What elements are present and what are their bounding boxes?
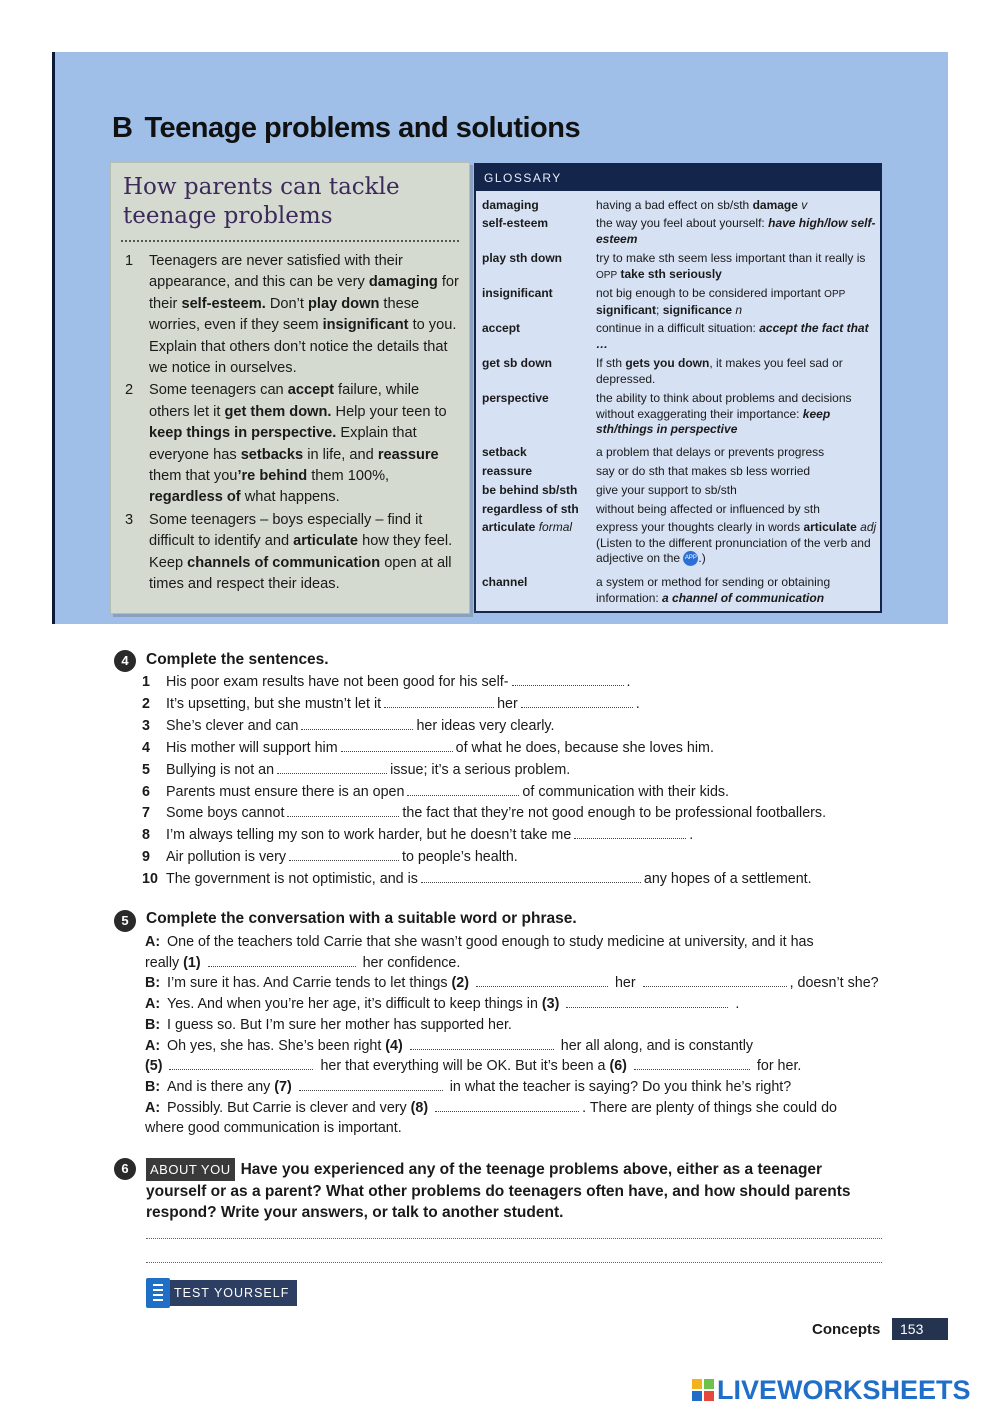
glossary-definition: a problem that delays or prevents progress: [596, 445, 825, 459]
article-title-line1: How parents can tackle: [123, 174, 400, 200]
glossary-term: channel: [482, 575, 528, 589]
section-title: [112, 112, 580, 145]
glossary-term: get sb down: [482, 356, 552, 370]
glossary-definition: having a bad effect on sb/sth damage v: [596, 198, 808, 212]
conversation-text: really (1) her confidence.: [145, 954, 461, 971]
conversation-text: I’m sure it has. And Carrie tends to let things (2) her , doesn’t she?: [167, 975, 879, 992]
answer-blank[interactable]: [287, 804, 399, 817]
sentence-number: 8: [142, 827, 150, 844]
answer-blank[interactable]: [410, 1037, 554, 1050]
sentence-text: .: [635, 695, 640, 712]
sentence-text: She’s clever and can: [166, 717, 299, 734]
test-yourself-button[interactable]: [146, 1280, 297, 1306]
gap-number: (6): [609, 1058, 627, 1075]
section-letter: B: [112, 112, 133, 144]
footer-section-name: Concepts: [812, 1321, 881, 1338]
sentence-text: to people’s health.: [401, 849, 518, 866]
sentence-text: The government is not optimistic, and is: [166, 871, 418, 888]
sentence-number: 1: [142, 674, 150, 690]
speaker-label: A:: [145, 934, 161, 950]
exercise-6-prompt: [146, 1158, 886, 1223]
answer-blank[interactable]: [169, 1057, 313, 1070]
sentence: [142, 783, 729, 801]
glossary-term: articulate formal: [482, 520, 573, 534]
sentence-text: of communication with their kids.: [522, 783, 730, 800]
sentence-text: Bullying is not an: [166, 761, 275, 778]
article-title: [123, 173, 443, 231]
sentence-number: 10: [142, 871, 158, 888]
sentence-text: of what he does, because she loves him.: [455, 739, 714, 756]
glossary-term: self-esteem: [482, 216, 549, 230]
glossary-box: [474, 163, 882, 613]
answer-blank[interactable]: [634, 1057, 750, 1070]
gap-number: (8): [410, 1099, 429, 1116]
conversation-text: Oh yes, she has. She’s been right (4) her all along, and is constantly: [167, 1037, 754, 1054]
sentence: [142, 804, 826, 822]
conversation-line: [145, 1015, 512, 1035]
liveworksheets-text: LIVEWORKSHEETS: [717, 1375, 971, 1405]
speaker-label: A:: [145, 1099, 161, 1116]
liveworksheets-logo[interactable]: [692, 1375, 971, 1406]
sentence: [142, 848, 518, 866]
test-yourself-label: TEST YOURSELF: [174, 1286, 290, 1300]
sentence-number: 4: [142, 739, 150, 756]
glossary-definition: the way you feel about yourself: have high/low self-esteem: [596, 216, 876, 246]
exercise-6-number: 6: [114, 1158, 136, 1180]
sentence-number: 7: [142, 805, 150, 822]
exercise-4-number: 4: [114, 650, 136, 672]
exercise-6-line3: respond? Write your answers, or talk to another student.: [146, 1204, 564, 1221]
answer-blank[interactable]: [521, 695, 633, 708]
conversation-line: [145, 932, 814, 952]
sentence-number: 9: [142, 849, 150, 866]
answer-blank[interactable]: [407, 783, 519, 796]
glossary-term: perspective: [482, 391, 549, 405]
article-item-text: Teenagers are never satisfied with their appearance, and this can be very damaging for their self-esteem. Don’t play down these worries, even if they seem insignificant to you. Explain that others don’t notice the details that we notice in ourselves.: [149, 253, 459, 377]
gap-number: (2): [451, 975, 469, 992]
conversation-text: (5) her that everything will be OK. But it’s been a (6) for her.: [145, 1058, 802, 1075]
answer-blank[interactable]: [574, 826, 686, 839]
article-item-number: 2: [125, 382, 134, 399]
notebook-icon: [146, 1278, 170, 1308]
glossary-heading: GLOSSARY: [476, 165, 880, 191]
sentence-text: any hopes of a settlement.: [643, 871, 812, 888]
speaker-label: B:: [145, 1016, 161, 1033]
sentence-number: 6: [142, 783, 150, 800]
conversation-text: One of the teachers told Carrie that she wasn’t good enough to study medicine at university, and it has: [167, 934, 814, 950]
glossary-definition: try to make sth seem less important than it really is OPP take sth seriously: [596, 251, 866, 281]
glossary-definition: say or do sth that makes sb less worried: [596, 464, 811, 478]
answer-blank[interactable]: [512, 673, 624, 686]
article-item: [121, 380, 461, 508]
liveworksheets-icon: [692, 1379, 714, 1401]
answer-blank[interactable]: [435, 1099, 579, 1112]
article-box: [110, 162, 470, 614]
answer-line-1[interactable]: [146, 1238, 882, 1239]
conversation-line: [145, 994, 739, 1014]
gap-number: (3): [541, 996, 560, 1013]
conversation-line: [145, 973, 879, 993]
gap-number: (4): [385, 1037, 403, 1054]
answer-blank[interactable]: [289, 848, 399, 861]
exercise-5-title: Complete the conversation with a suitable word or phrase.: [146, 910, 577, 927]
sentence-number: 5: [142, 761, 150, 778]
sentence: [142, 761, 570, 779]
conversation-text: Possibly. But Carrie is clever and very (8) . There are plenty of things she could do: [167, 1099, 837, 1116]
gap-number: (1): [183, 954, 201, 971]
sentence-text: .: [689, 827, 694, 844]
sentence: [142, 717, 554, 735]
glossary-definition: express your thoughts clearly in words articulate adj (Listen to the different pronunciation of the verb and adjective on the APP .): [596, 520, 877, 565]
banner-edge: [52, 52, 55, 624]
glossary-definition: without being affected or influenced by sth: [596, 502, 820, 516]
article-title-line2: teenage problems: [123, 203, 333, 229]
conversation-text: And is there any (7) in what the teacher is saying? Do you think he’s right?: [167, 1078, 792, 1095]
conversation-line: [145, 1118, 402, 1138]
conversation-line: [145, 1056, 801, 1076]
conversation-line: [145, 1077, 791, 1097]
glossary-definition: If sth gets you down, it makes you feel sad or depressed.: [596, 356, 843, 386]
section-title-text: Teenage problems and solutions: [144, 112, 581, 144]
answer-blank[interactable]: [208, 954, 356, 967]
sentence-text: .: [626, 674, 631, 690]
article-item-number: 1: [125, 253, 134, 269]
about-you-badge: ABOUT YOU: [146, 1158, 235, 1181]
answer-blank[interactable]: [384, 695, 494, 708]
conversation-text: I guess so. But I’m sure her mother has supported her.: [167, 1016, 512, 1033]
sentence-text: the fact that they’re not good enough to be professional footballers.: [402, 805, 827, 822]
article-item-number: 3: [125, 511, 134, 528]
conversation-text: Yes. And when you’re her age, it’s difficult to keep things in (3) .: [167, 996, 740, 1013]
conversation-line: [145, 953, 460, 973]
gap-number: (5): [145, 1058, 163, 1075]
sentence: [142, 826, 693, 844]
glossary-term: insignificant: [482, 286, 553, 300]
glossary-term: accept: [482, 321, 521, 335]
speaker-label: B:: [145, 1078, 161, 1095]
article-item: [121, 251, 461, 379]
sentence-number: 2: [142, 695, 150, 712]
article-item-text: Some teenagers – boys especially – find it difficult to identify and articulate how they feel. Keep channels of communication open at all times and respect their ideas.: [149, 511, 453, 593]
page-number: 153: [892, 1318, 948, 1340]
glossary-term: play sth down: [482, 251, 563, 265]
exercise-6-line2: yourself or as a parent? What other problems do teenagers often have, and how should parents: [146, 1183, 851, 1200]
glossary-definition: the ability to think about problems and decisions without exaggerating their importance: keep sth/things in perspective: [596, 391, 852, 436]
glossary-term: regardless of sth: [482, 502, 579, 516]
sentence-text: It’s upsetting, but she mustn’t let it: [166, 695, 382, 712]
sentence-text: Parents must ensure there is an open: [166, 783, 405, 800]
article-item-text: Some teenagers can accept failure, while others let it get them down. Help your teen to keep things in perspective. Explain that everyone has setbacks in life, and reassure them that you’re behind them 100%, regardless of what happens.: [149, 382, 447, 506]
glossary-term: damaging: [482, 198, 539, 212]
answer-blank[interactable]: [421, 870, 641, 883]
glossary-definition: a system or method for sending or obtaining information: a channel of communication: [596, 575, 831, 605]
sentence: [142, 673, 631, 691]
glossary-definition: give your support to sb/sth: [596, 483, 737, 497]
sentence-text: her ideas very clearly.: [416, 717, 555, 734]
answer-line-2[interactable]: [146, 1262, 882, 1263]
speaker-label: A:: [145, 1037, 161, 1054]
exercise-5-number: 5: [114, 910, 136, 932]
sentence-text: His mother will support him: [166, 739, 338, 756]
sentence-number: 3: [142, 717, 150, 734]
conversation-text: where good communication is important.: [145, 1120, 402, 1137]
sentence-text: Air pollution is very: [166, 849, 286, 866]
glossary-term: setback: [482, 445, 527, 459]
answer-blank[interactable]: [341, 739, 453, 752]
answer-blank[interactable]: [299, 1078, 443, 1091]
sentence-text: I’m always telling my son to work harder, but he doesn’t take me: [166, 827, 572, 844]
article-item: [121, 510, 461, 596]
answer-blank[interactable]: [301, 717, 413, 730]
article-list: [121, 251, 461, 597]
article-divider: [121, 240, 459, 242]
conversation-line: [145, 1098, 837, 1118]
glossary-definition: continue in a difficult situation: accept the fact that …: [596, 321, 869, 351]
answer-blank[interactable]: [476, 974, 608, 987]
sentence: [142, 870, 812, 888]
speaker-label: A:: [145, 996, 161, 1013]
exercise-6-line1: Have you experienced any of the teenage problems above, either as a teenager: [240, 1161, 823, 1178]
sentence-text: her: [497, 695, 518, 712]
sentence-text: Some boys cannot: [166, 805, 285, 822]
sentence: [142, 739, 714, 757]
answer-blank[interactable]: [643, 974, 787, 987]
sentence-text: issue; it’s a serious problem.: [390, 761, 571, 778]
sentence: [142, 695, 640, 713]
glossary-term: be behind sb/sth: [482, 483, 578, 497]
speaker-label: B:: [145, 975, 161, 992]
answer-blank[interactable]: [277, 761, 387, 774]
glossary-definition: not big enough to be considered important OPP significant; significance n: [596, 286, 846, 317]
exercise-4-title: Complete the sentences.: [146, 651, 329, 668]
glossary-term: reassure: [482, 464, 533, 478]
conversation-line: [145, 1036, 753, 1056]
sentence-text: His poor exam results have not been good for his self-: [166, 674, 509, 690]
gap-number: (7): [274, 1078, 292, 1095]
answer-blank[interactable]: [566, 995, 728, 1008]
